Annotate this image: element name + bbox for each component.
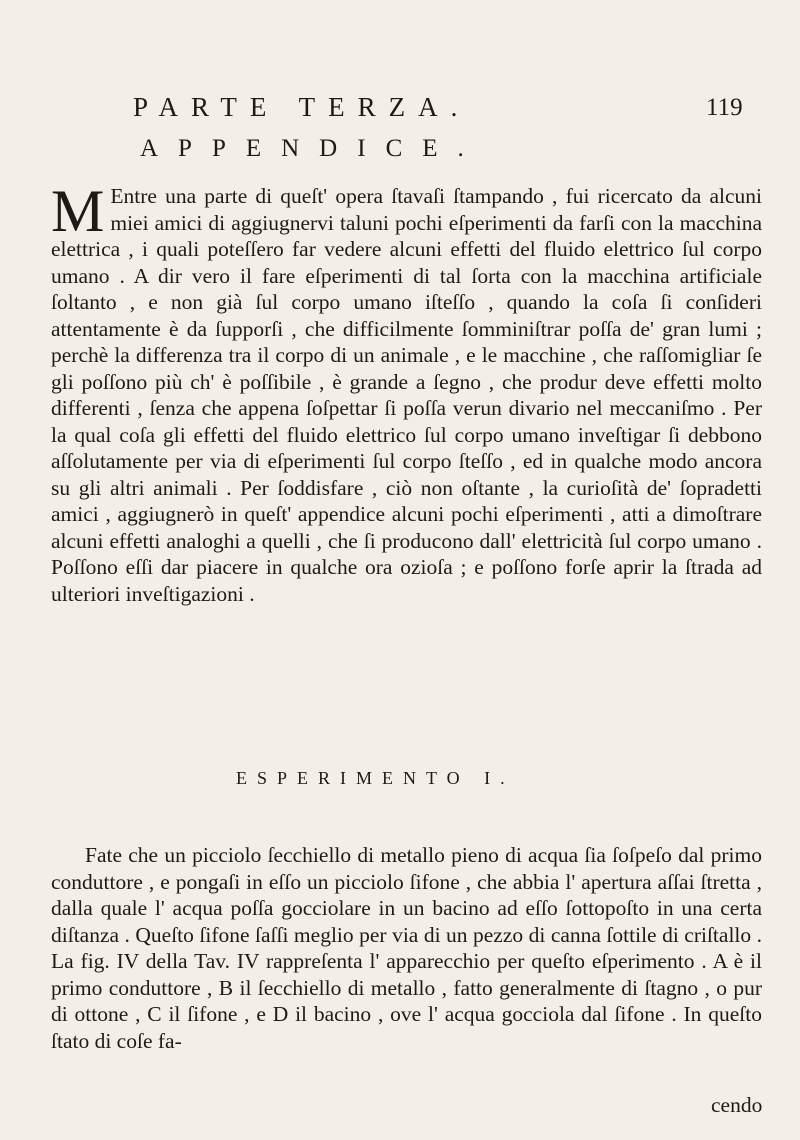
running-head: PARTE TERZA. [133,92,471,122]
drop-cap-initial: M [51,178,105,244]
catchword: cendo [711,1093,763,1117]
intro-text: Entre una parte di queſt' opera ſtavaſi ſtampando , fui ricercato da alcuni miei amici di aggiugnervi taluni pochi eſperimenti da farſi con la macchina elettrica , i quali poteſſero far vedere alcuni effetti del fluido elettrico ſul corpo umano . A dir vero il fare eſperimenti di tal ſorta con la macchina artificiale ſoltanto , e non già ſul corpo umano iſteſſo , quando la coſa ſi conſideri attentamente è da ſupporſi , che difficilmente ſomminiſtrar poſſa de' gran lumi ; perchè la differenza tra il corpo di un animale , e le macchine , che raſſomigliar ſe gli poſſono più ch' è poſſibile , è grande a ſegno , che produr deve effetti molto differenti , ſenza che appena ſoſpettar ſi poſſa verun divario nel meccaniſmo . Per la qual coſa gli effetti del fluido elettrico ſul corpo umano inveſtigar ſi debbono aſſolutamente per via di eſperimenti ſul corpo ſteſſo , ed in qualche modo ancora su gli altri animali . Per ſoddisfare , ciò non oſtante , la curioſità de' ſopradetti amici , aggiugnerò in queſt' appendice alcuni pochi eſperimenti , atti a dimoſtrare alcuni effetti analoghi a quelli , che ſi producono dall' elettricità ſul corpo umano . Poſſono eſſi dar piacere in qualche ora ozioſa ; e poſſono forſe aprir la ſtrada ad ulteriori inveſtigazioni . [51,184,762,606]
experiment-paragraph: Fate che un picciolo ſecchiello di metallo pieno di acqua ſia ſoſpeſo dal primo conduttore , e pongaſi in eſſo un picciolo ſifone , che abbia l' apertura aſſai ſtretta , dalla quale l' acqua poſſa gocciolare in un bacino ad eſſo ſottopoſto in una certa diſtanza . Queſto ſifone ſaſſi meglio per via di un pezzo di canna ſottile di criſtallo . La fig. IV della Tav. IV rappreſenta l' apparecchio per queſto eſperimento . A è il primo conduttore , B il ſecchiello di metallo , fatto generalmente di ſtagno , o pur di ottone , C il ſifone , e D il bacino , ove l' acqua gocciola dal ſifone . In queſto ſtato di coſe fa- [51,843,762,1053]
intro-paragraph [51,178,762,607]
section-title: APPENDICE. [140,135,484,162]
experiment-heading: ESPERIMENTO I. [236,768,515,788]
page-number: 119 [706,94,743,121]
